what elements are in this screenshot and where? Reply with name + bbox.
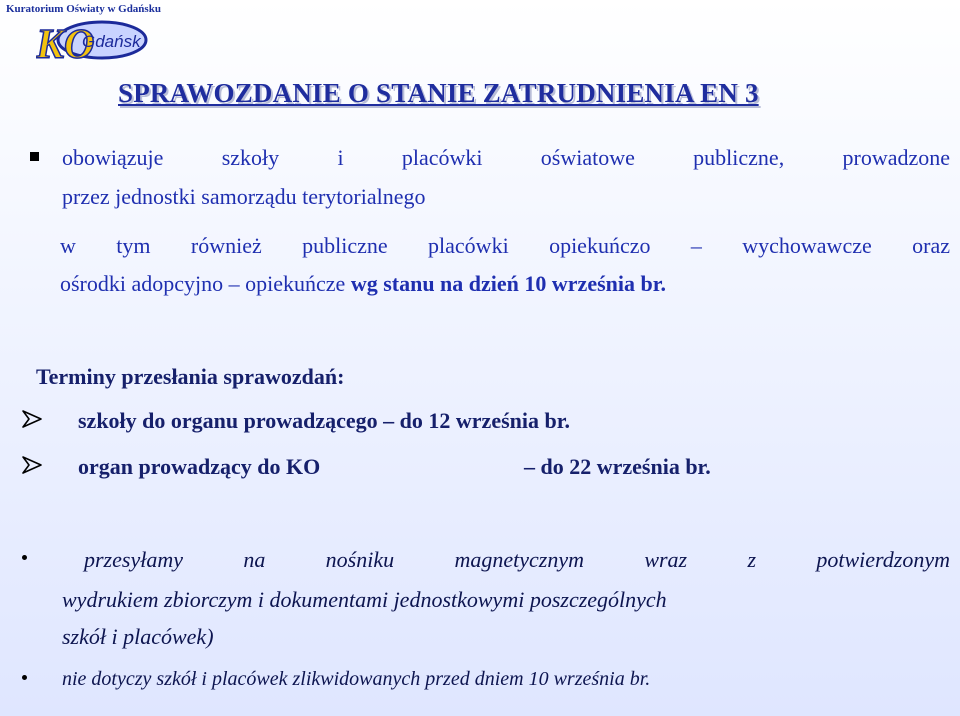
logo-letters: KO xyxy=(36,22,95,64)
intro-line-2: przez jednostki samorządu terytorialnego xyxy=(62,184,426,209)
page-title: SPRAWOZDANIE O STANIE ZATRUDNIENIA EN 3 xyxy=(118,78,759,108)
dot-bullet-icon xyxy=(22,555,27,560)
intro-line-4 xyxy=(60,271,666,297)
note-1-line-3: szkół i placówek) xyxy=(62,624,214,649)
note-1-line-2: wydrukiem zbiorczym i dokumentami jednostkowymi poszczególnych xyxy=(62,587,667,612)
deadline-item-1: szkoły do organu prowadzącego – do 12 września br. xyxy=(78,408,570,433)
logo-city: Gdańsk xyxy=(82,32,141,51)
note-1-line-1: przesyłamy na nośniku magnetycznym wraz z potwierdzonym xyxy=(84,547,950,572)
reporting-date: wg stanu na dzień 10 września br. xyxy=(350,271,666,296)
intro-line-3: w tym również publiczne placówki opiekuńczo – wychowawcze oraz xyxy=(60,233,950,258)
arrow-bullet-icon xyxy=(20,454,44,476)
note-2: nie dotyczy szkół i placówek zlikwidowanych przed dniem 10 września br. xyxy=(62,668,651,690)
square-bullet-icon xyxy=(30,152,39,161)
dot-bullet-icon xyxy=(22,675,27,680)
ko-gdansk-logo xyxy=(36,16,148,64)
arrow-bullet-icon xyxy=(20,408,44,430)
intro-line-4-regular: ośrodki adopcyjno – opiekuńcze xyxy=(60,271,351,296)
deadlines-heading: Terminy przesłania sprawozdań: xyxy=(36,364,345,389)
deadline-item-2-right: – do 22 września br. xyxy=(524,454,711,479)
deadline-item-2-left: organ prowadzący do KO xyxy=(78,454,321,479)
organization-name: Kuratorium Oświaty w Gdańsku xyxy=(6,3,161,15)
intro-line-1: obowiązuje szkoły i placówki oświatowe publiczne, prowadzone xyxy=(62,145,950,170)
